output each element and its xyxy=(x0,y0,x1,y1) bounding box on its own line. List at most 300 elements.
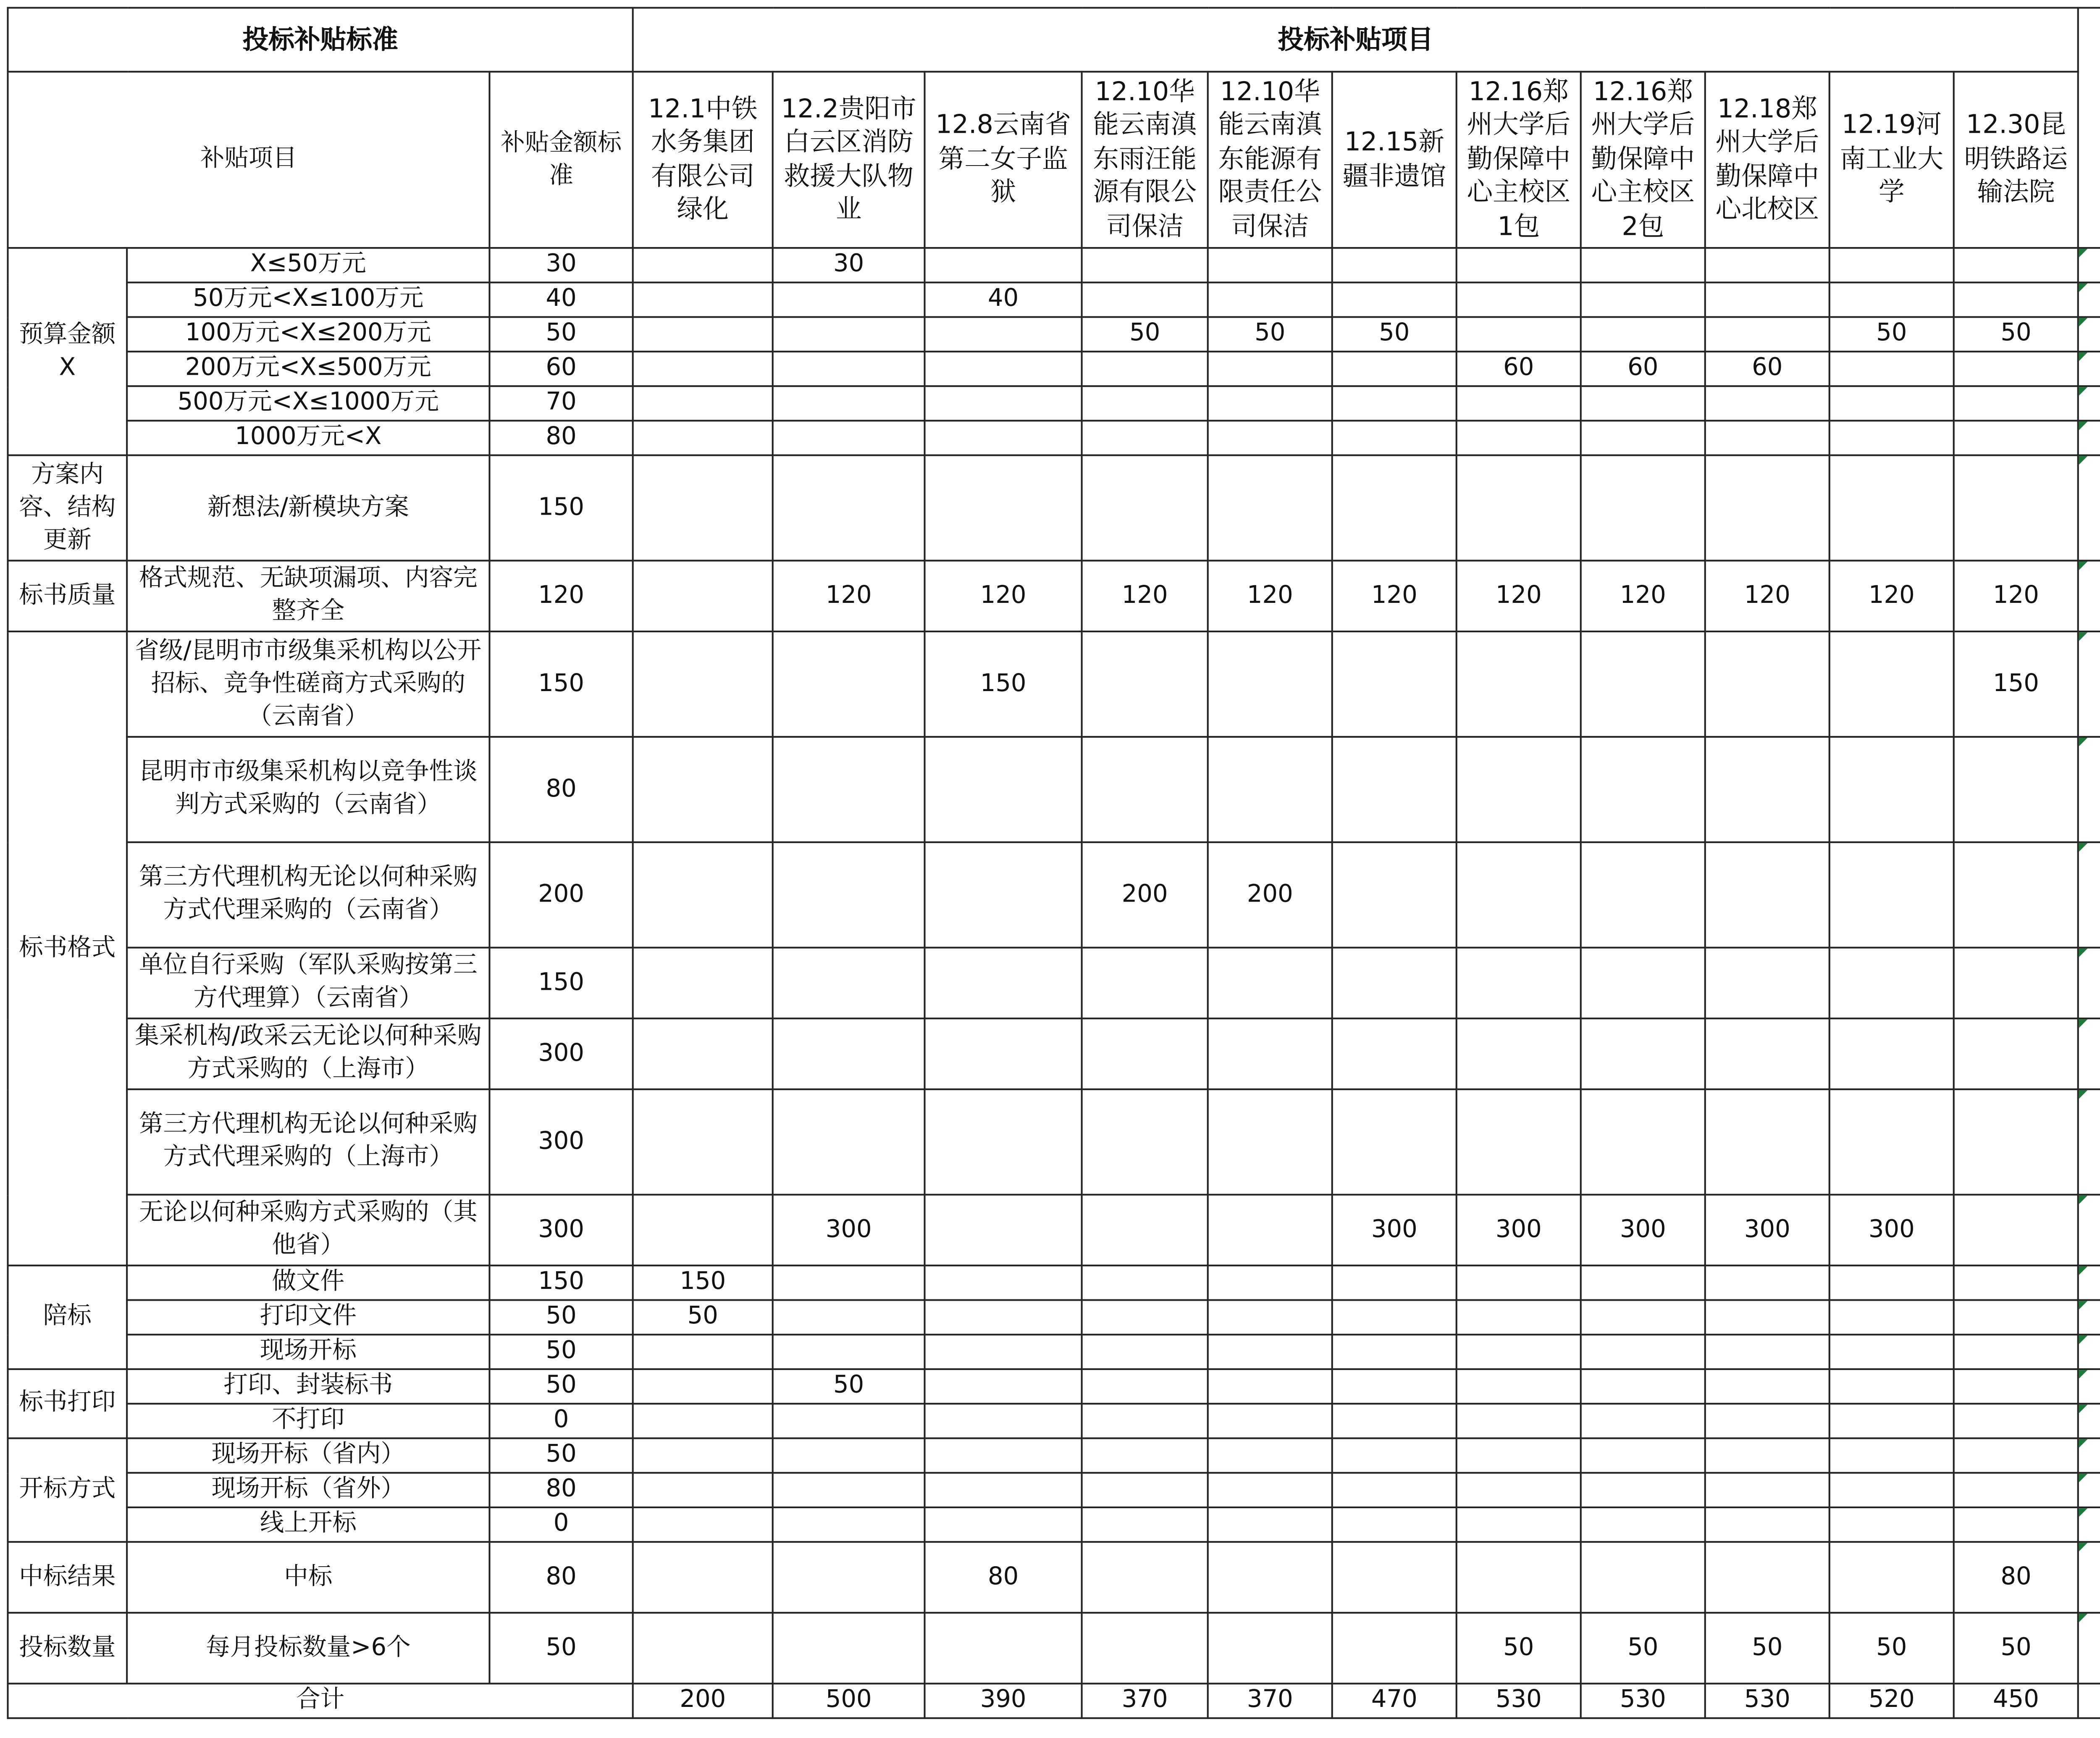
project-value[interactable] xyxy=(1332,1473,1457,1507)
project-value[interactable] xyxy=(1208,1404,1332,1438)
project-value[interactable] xyxy=(1082,1473,1208,1507)
footer-project-total[interactable]: 470 xyxy=(1332,1683,1457,1718)
project-value[interactable]: 150 xyxy=(1954,631,2078,737)
project-value[interactable] xyxy=(1208,1018,1332,1089)
project-value[interactable] xyxy=(1581,455,1705,561)
project-header[interactable]: 12.10华能云南滇东能源有限责任公司保洁 xyxy=(1208,72,1332,248)
project-value[interactable] xyxy=(773,1507,925,1542)
project-value[interactable] xyxy=(1954,1195,2078,1266)
project-value[interactable] xyxy=(1082,1335,1208,1369)
project-value[interactable] xyxy=(925,248,1082,282)
project-value[interactable] xyxy=(925,1404,1082,1438)
row-total[interactable] xyxy=(2078,1195,2100,1266)
project-value[interactable]: 50 xyxy=(1208,317,1332,352)
project-value[interactable] xyxy=(1954,455,2078,561)
standard-amount[interactable]: 150 xyxy=(489,948,633,1019)
project-value[interactable] xyxy=(1830,1335,1954,1369)
standard-amount[interactable]: 80 xyxy=(489,737,633,842)
project-value[interactable] xyxy=(1457,1542,1581,1613)
standard-amount[interactable]: 300 xyxy=(489,1018,633,1089)
project-value[interactable] xyxy=(1830,386,1954,421)
subsidy-item[interactable]: 200万元<X≤500万元 xyxy=(127,352,489,386)
project-value[interactable] xyxy=(1457,1507,1581,1542)
project-value[interactable] xyxy=(773,1300,925,1335)
project-value[interactable]: 40 xyxy=(925,282,1082,317)
project-value[interactable] xyxy=(1332,1300,1457,1335)
project-value[interactable]: 50 xyxy=(773,1369,925,1404)
standard-amount[interactable]: 150 xyxy=(489,631,633,737)
project-value[interactable] xyxy=(1705,948,1830,1019)
project-value[interactable] xyxy=(1082,1507,1208,1542)
project-value[interactable] xyxy=(1705,317,1830,352)
row-total[interactable] xyxy=(2078,1300,2100,1335)
standard-amount[interactable]: 50 xyxy=(489,1335,633,1369)
subsidy-item[interactable]: 500万元<X≤1000万元 xyxy=(127,386,489,421)
project-value[interactable] xyxy=(1705,421,1830,455)
project-value[interactable] xyxy=(1332,842,1457,948)
project-value[interactable] xyxy=(1332,1438,1457,1473)
project-value[interactable] xyxy=(1954,1335,2078,1369)
project-value[interactable] xyxy=(1705,1507,1830,1542)
project-value[interactable] xyxy=(925,1613,1082,1684)
project-value[interactable] xyxy=(1705,631,1830,737)
row-total[interactable] xyxy=(2078,560,2100,631)
project-value[interactable] xyxy=(925,352,1082,386)
project-value[interactable] xyxy=(925,1369,1082,1404)
project-value[interactable] xyxy=(1830,352,1954,386)
project-value[interactable] xyxy=(1954,282,2078,317)
standard-amount[interactable]: 50 xyxy=(489,1438,633,1473)
project-value[interactable]: 120 xyxy=(1332,560,1457,631)
subsidy-item[interactable]: 每月投标数量>6个 xyxy=(127,1613,489,1684)
project-value[interactable] xyxy=(1705,1438,1830,1473)
project-value[interactable] xyxy=(1830,455,1954,561)
project-header[interactable]: 12.10华能云南滇东雨汪能源有限公司保洁 xyxy=(1082,72,1208,248)
project-value[interactable] xyxy=(1332,1542,1457,1613)
project-value[interactable] xyxy=(1082,1300,1208,1335)
footer-project-total[interactable]: 530 xyxy=(1581,1683,1705,1718)
standard-amount[interactable]: 150 xyxy=(489,1265,633,1300)
project-value[interactable] xyxy=(1208,1613,1332,1684)
standard-amount[interactable]: 0 xyxy=(489,1507,633,1542)
project-value[interactable] xyxy=(1705,386,1830,421)
row-total[interactable] xyxy=(2078,1542,2100,1613)
project-value[interactable] xyxy=(1581,386,1705,421)
project-value[interactable] xyxy=(1208,1265,1332,1300)
project-value[interactable] xyxy=(633,317,773,352)
project-value[interactable] xyxy=(1705,1089,1830,1195)
footer-project-total[interactable]: 500 xyxy=(773,1683,925,1718)
footer-project-total[interactable]: 370 xyxy=(1082,1683,1208,1718)
project-value[interactable] xyxy=(1705,1018,1830,1089)
project-value[interactable] xyxy=(1705,1404,1830,1438)
row-total[interactable] xyxy=(2078,1613,2100,1684)
project-value[interactable] xyxy=(773,455,925,561)
project-value[interactable] xyxy=(1830,421,1954,455)
project-value[interactable]: 50 xyxy=(1830,317,1954,352)
project-value[interactable] xyxy=(1082,352,1208,386)
project-value[interactable] xyxy=(1457,737,1581,842)
project-value[interactable] xyxy=(1457,455,1581,561)
header-total[interactable] xyxy=(2078,8,2100,248)
project-value[interactable] xyxy=(925,317,1082,352)
project-value[interactable] xyxy=(1581,282,1705,317)
standard-amount[interactable]: 0 xyxy=(489,1404,633,1438)
project-value[interactable] xyxy=(1208,1335,1332,1369)
project-value[interactable] xyxy=(1581,1089,1705,1195)
project-value[interactable] xyxy=(1705,1542,1830,1613)
row-total[interactable] xyxy=(2078,1089,2100,1195)
subsidy-item[interactable]: 不打印 xyxy=(127,1404,489,1438)
row-total[interactable] xyxy=(2078,317,2100,352)
row-total[interactable] xyxy=(2078,248,2100,282)
footer-project-total[interactable]: 450 xyxy=(1954,1683,2078,1718)
subsidy-item[interactable]: 1000万元<X xyxy=(127,421,489,455)
project-value[interactable] xyxy=(1457,1265,1581,1300)
subsidy-item[interactable]: X≤50万元 xyxy=(127,248,489,282)
project-value[interactable] xyxy=(1208,421,1332,455)
project-value[interactable] xyxy=(1581,1335,1705,1369)
subsidy-item[interactable]: 现场开标（省内） xyxy=(127,1438,489,1473)
project-value[interactable]: 300 xyxy=(1332,1195,1457,1266)
subsidy-item[interactable]: 做文件 xyxy=(127,1265,489,1300)
project-value[interactable] xyxy=(925,421,1082,455)
project-value[interactable] xyxy=(1208,1300,1332,1335)
project-value[interactable] xyxy=(1581,1265,1705,1300)
project-value[interactable] xyxy=(1082,1369,1208,1404)
project-value[interactable] xyxy=(1457,421,1581,455)
project-value[interactable] xyxy=(773,1542,925,1613)
project-value[interactable] xyxy=(1830,282,1954,317)
project-value[interactable] xyxy=(1332,1369,1457,1404)
project-value[interactable] xyxy=(1954,1404,2078,1438)
project-value[interactable] xyxy=(1954,1473,2078,1507)
standard-amount[interactable]: 80 xyxy=(489,1542,633,1613)
category-label[interactable]: 标书格式 xyxy=(8,631,127,1265)
project-value[interactable] xyxy=(633,1369,773,1404)
project-value[interactable] xyxy=(1581,1507,1705,1542)
project-value[interactable] xyxy=(1457,248,1581,282)
project-value[interactable]: 30 xyxy=(773,248,925,282)
project-value[interactable] xyxy=(633,386,773,421)
project-value[interactable] xyxy=(773,1438,925,1473)
project-value[interactable] xyxy=(1830,842,1954,948)
project-value[interactable]: 120 xyxy=(1457,560,1581,631)
project-value[interactable] xyxy=(633,1195,773,1266)
project-value[interactable]: 120 xyxy=(773,560,925,631)
project-value[interactable] xyxy=(633,948,773,1019)
subsidy-item[interactable]: 现场开标 xyxy=(127,1335,489,1369)
project-value[interactable] xyxy=(1830,1473,1954,1507)
project-value[interactable] xyxy=(1082,1018,1208,1089)
project-value[interactable] xyxy=(633,421,773,455)
standard-amount[interactable]: 120 xyxy=(489,560,633,631)
project-value[interactable] xyxy=(1830,1018,1954,1089)
project-value[interactable] xyxy=(1457,386,1581,421)
row-total[interactable] xyxy=(2078,1335,2100,1369)
row-total[interactable] xyxy=(2078,421,2100,455)
project-header[interactable]: 12.19河南工业大学 xyxy=(1830,72,1954,248)
project-value[interactable]: 50 xyxy=(1954,317,2078,352)
footer-project-total[interactable]: 390 xyxy=(925,1683,1082,1718)
project-value[interactable] xyxy=(1954,1438,2078,1473)
project-value[interactable] xyxy=(1457,1404,1581,1438)
project-value[interactable] xyxy=(1954,421,2078,455)
subsidy-item[interactable]: 第三方代理机构无论以何种采购方式代理采购的（云南省） xyxy=(127,842,489,948)
project-value[interactable] xyxy=(1954,1089,2078,1195)
category-label[interactable]: 开标方式 xyxy=(8,1438,127,1542)
project-value[interactable] xyxy=(1332,631,1457,737)
project-value[interactable] xyxy=(633,1438,773,1473)
project-value[interactable] xyxy=(1705,248,1830,282)
project-value[interactable] xyxy=(1332,1507,1457,1542)
project-value[interactable]: 50 xyxy=(1082,317,1208,352)
row-total[interactable] xyxy=(2078,1369,2100,1404)
project-value[interactable] xyxy=(1954,842,2078,948)
project-value[interactable] xyxy=(1830,1542,1954,1613)
project-value[interactable] xyxy=(1581,948,1705,1019)
project-header[interactable]: 12.18郑州大学后勤保障中心北校区 xyxy=(1705,72,1830,248)
category-label[interactable]: 中标结果 xyxy=(8,1542,127,1613)
category-label[interactable]: 标书质量 xyxy=(8,560,127,631)
project-value[interactable]: 300 xyxy=(1581,1195,1705,1266)
project-value[interactable] xyxy=(1332,1265,1457,1300)
header-amount-standard[interactable]: 补贴金额标准 xyxy=(489,72,633,248)
project-value[interactable] xyxy=(1208,1542,1332,1613)
project-value[interactable] xyxy=(1082,1195,1208,1266)
project-value[interactable] xyxy=(1332,352,1457,386)
project-value[interactable]: 120 xyxy=(925,560,1082,631)
project-value[interactable]: 50 xyxy=(1705,1613,1830,1684)
footer-project-total[interactable]: 520 xyxy=(1830,1683,1954,1718)
header-subsidy-item[interactable]: 补贴项目 xyxy=(8,72,489,248)
project-value[interactable] xyxy=(773,1335,925,1369)
project-value[interactable] xyxy=(773,317,925,352)
row-total[interactable] xyxy=(2078,948,2100,1019)
row-total[interactable] xyxy=(2078,1265,2100,1300)
project-value[interactable] xyxy=(1208,737,1332,842)
project-value[interactable] xyxy=(1581,631,1705,737)
project-value[interactable] xyxy=(1830,1404,1954,1438)
project-value[interactable] xyxy=(1705,282,1830,317)
standard-amount[interactable]: 30 xyxy=(489,248,633,282)
project-value[interactable] xyxy=(1332,948,1457,1019)
project-value[interactable] xyxy=(1082,386,1208,421)
project-value[interactable] xyxy=(925,1438,1082,1473)
project-value[interactable] xyxy=(773,1265,925,1300)
footer-label[interactable]: 合计 xyxy=(8,1683,633,1718)
header-standard[interactable]: 投标补贴标准 xyxy=(8,8,633,72)
project-value[interactable] xyxy=(773,1404,925,1438)
project-value[interactable] xyxy=(1954,1018,2078,1089)
project-header[interactable]: 12.16郑州大学后勤保障中心主校区2包 xyxy=(1581,72,1705,248)
project-value[interactable] xyxy=(1581,317,1705,352)
subsidy-item[interactable]: 无论以何种采购方式采购的（其他省） xyxy=(127,1195,489,1266)
project-value[interactable] xyxy=(1457,317,1581,352)
project-value[interactable] xyxy=(1208,1369,1332,1404)
subsidy-item[interactable]: 昆明市市级集采机构以竞争性谈判方式采购的（云南省） xyxy=(127,737,489,842)
project-value[interactable] xyxy=(773,282,925,317)
project-value[interactable] xyxy=(1830,1369,1954,1404)
project-value[interactable] xyxy=(1705,1369,1830,1404)
project-value[interactable] xyxy=(1705,1473,1830,1507)
project-value[interactable] xyxy=(773,1018,925,1089)
project-value[interactable] xyxy=(925,842,1082,948)
project-value[interactable] xyxy=(925,386,1082,421)
project-value[interactable] xyxy=(773,948,925,1019)
project-value[interactable] xyxy=(1581,1018,1705,1089)
project-value[interactable]: 80 xyxy=(1954,1542,2078,1613)
row-total[interactable] xyxy=(2078,1018,2100,1089)
project-value[interactable] xyxy=(633,455,773,561)
standard-amount[interactable]: 50 xyxy=(489,1613,633,1684)
project-header[interactable]: 12.30昆明铁路运输法院 xyxy=(1954,72,2078,248)
project-value[interactable] xyxy=(925,948,1082,1019)
project-value[interactable] xyxy=(633,842,773,948)
project-value[interactable] xyxy=(1457,1089,1581,1195)
row-total[interactable] xyxy=(2078,842,2100,948)
project-value[interactable] xyxy=(1332,386,1457,421)
row-total[interactable] xyxy=(2078,1438,2100,1473)
project-value[interactable] xyxy=(633,1473,773,1507)
project-value[interactable]: 120 xyxy=(1082,560,1208,631)
project-value[interactable] xyxy=(925,1507,1082,1542)
project-value[interactable]: 50 xyxy=(1457,1613,1581,1684)
project-header[interactable]: 12.1中铁水务集团有限公司绿化 xyxy=(633,72,773,248)
project-value[interactable] xyxy=(1208,1473,1332,1507)
project-value[interactable]: 120 xyxy=(1581,560,1705,631)
project-value[interactable] xyxy=(1082,1438,1208,1473)
project-value[interactable] xyxy=(1581,1369,1705,1404)
project-value[interactable] xyxy=(925,1300,1082,1335)
project-value[interactable] xyxy=(1954,352,2078,386)
project-value[interactable] xyxy=(1332,282,1457,317)
header-projects[interactable]: 投标补贴项目 xyxy=(633,8,2078,72)
project-value[interactable] xyxy=(1332,421,1457,455)
project-header[interactable]: 12.2贵阳市白云区消防救援大队物业 xyxy=(773,72,925,248)
project-value[interactable] xyxy=(633,1404,773,1438)
project-value[interactable] xyxy=(1954,1369,2078,1404)
project-value[interactable] xyxy=(1208,1195,1332,1266)
project-header[interactable]: 12.15新疆非遗馆 xyxy=(1332,72,1457,248)
project-value[interactable] xyxy=(925,1195,1082,1266)
project-value[interactable] xyxy=(1082,421,1208,455)
project-value[interactable] xyxy=(1457,842,1581,948)
standard-amount[interactable]: 50 xyxy=(489,1300,633,1335)
project-value[interactable]: 200 xyxy=(1208,842,1332,948)
standard-amount[interactable]: 80 xyxy=(489,1473,633,1507)
project-value[interactable] xyxy=(1208,248,1332,282)
project-value[interactable]: 120 xyxy=(1208,560,1332,631)
project-value[interactable] xyxy=(1082,948,1208,1019)
subsidy-item[interactable]: 现场开标（省外） xyxy=(127,1473,489,1507)
footer-project-total[interactable]: 530 xyxy=(1457,1683,1581,1718)
project-value[interactable] xyxy=(925,1089,1082,1195)
project-value[interactable] xyxy=(1082,1404,1208,1438)
project-value[interactable] xyxy=(1082,1265,1208,1300)
project-value[interactable] xyxy=(1332,1335,1457,1369)
project-value[interactable] xyxy=(1581,248,1705,282)
project-value[interactable] xyxy=(1208,352,1332,386)
project-value[interactable] xyxy=(633,1507,773,1542)
category-label[interactable]: 标书打印 xyxy=(8,1369,127,1438)
subsidy-item[interactable]: 50万元<X≤100万元 xyxy=(127,282,489,317)
project-value[interactable] xyxy=(1581,1542,1705,1613)
project-value[interactable] xyxy=(1332,248,1457,282)
row-total[interactable] xyxy=(2078,631,2100,737)
footer-project-total[interactable]: 370 xyxy=(1208,1683,1332,1718)
project-value[interactable]: 80 xyxy=(925,1542,1082,1613)
project-value[interactable] xyxy=(1457,1335,1581,1369)
subsidy-item[interactable]: 单位自行采购（军队采购按第三方代理算）（云南省） xyxy=(127,948,489,1019)
project-value[interactable] xyxy=(1581,421,1705,455)
project-value[interactable] xyxy=(925,1018,1082,1089)
subsidy-item[interactable]: 集采机构/政采云无论以何种采购方式采购的（上海市） xyxy=(127,1018,489,1089)
standard-amount[interactable]: 300 xyxy=(489,1089,633,1195)
project-value[interactable] xyxy=(1830,1089,1954,1195)
project-value[interactable]: 50 xyxy=(1581,1613,1705,1684)
standard-amount[interactable]: 70 xyxy=(489,386,633,421)
project-value[interactable] xyxy=(1208,1089,1332,1195)
category-label[interactable]: 投标数量 xyxy=(8,1613,127,1684)
project-value[interactable] xyxy=(1830,1507,1954,1542)
project-value[interactable] xyxy=(1457,1369,1581,1404)
project-value[interactable] xyxy=(925,1265,1082,1300)
project-value[interactable] xyxy=(1457,1438,1581,1473)
project-value[interactable] xyxy=(1332,1089,1457,1195)
standard-amount[interactable]: 300 xyxy=(489,1195,633,1266)
row-total[interactable] xyxy=(2078,1507,2100,1542)
project-value[interactable] xyxy=(1332,1018,1457,1089)
project-value[interactable] xyxy=(1954,248,2078,282)
project-value[interactable] xyxy=(1954,948,2078,1019)
project-value[interactable] xyxy=(1830,248,1954,282)
project-value[interactable] xyxy=(1457,1300,1581,1335)
project-value[interactable]: 300 xyxy=(1705,1195,1830,1266)
project-value[interactable] xyxy=(633,631,773,737)
footer-project-total[interactable]: 530 xyxy=(1705,1683,1830,1718)
project-value[interactable] xyxy=(633,1613,773,1684)
project-value[interactable] xyxy=(1082,455,1208,561)
project-value[interactable] xyxy=(773,386,925,421)
standard-amount[interactable]: 50 xyxy=(489,317,633,352)
standard-amount[interactable]: 200 xyxy=(489,842,633,948)
project-value[interactable] xyxy=(1954,1507,2078,1542)
project-value[interactable] xyxy=(1082,1613,1208,1684)
project-value[interactable] xyxy=(633,737,773,842)
subsidy-item[interactable]: 新想法/新模块方案 xyxy=(127,455,489,561)
subsidy-item[interactable]: 打印文件 xyxy=(127,1300,489,1335)
row-total[interactable] xyxy=(2078,455,2100,561)
project-value[interactable] xyxy=(1830,737,1954,842)
project-value[interactable] xyxy=(1954,386,2078,421)
standard-amount[interactable]: 80 xyxy=(489,421,633,455)
project-value[interactable] xyxy=(1705,455,1830,561)
project-value[interactable] xyxy=(1830,631,1954,737)
project-value[interactable] xyxy=(633,1089,773,1195)
project-value[interactable] xyxy=(1954,1265,2078,1300)
project-value[interactable]: 300 xyxy=(1830,1195,1954,1266)
project-value[interactable] xyxy=(633,1018,773,1089)
project-value[interactable] xyxy=(773,1613,925,1684)
project-value[interactable]: 60 xyxy=(1457,352,1581,386)
project-value[interactable]: 150 xyxy=(633,1265,773,1300)
project-value[interactable] xyxy=(925,1335,1082,1369)
project-value[interactable] xyxy=(1208,282,1332,317)
project-value[interactable] xyxy=(1082,248,1208,282)
project-value[interactable] xyxy=(1830,1438,1954,1473)
project-value[interactable] xyxy=(1082,282,1208,317)
